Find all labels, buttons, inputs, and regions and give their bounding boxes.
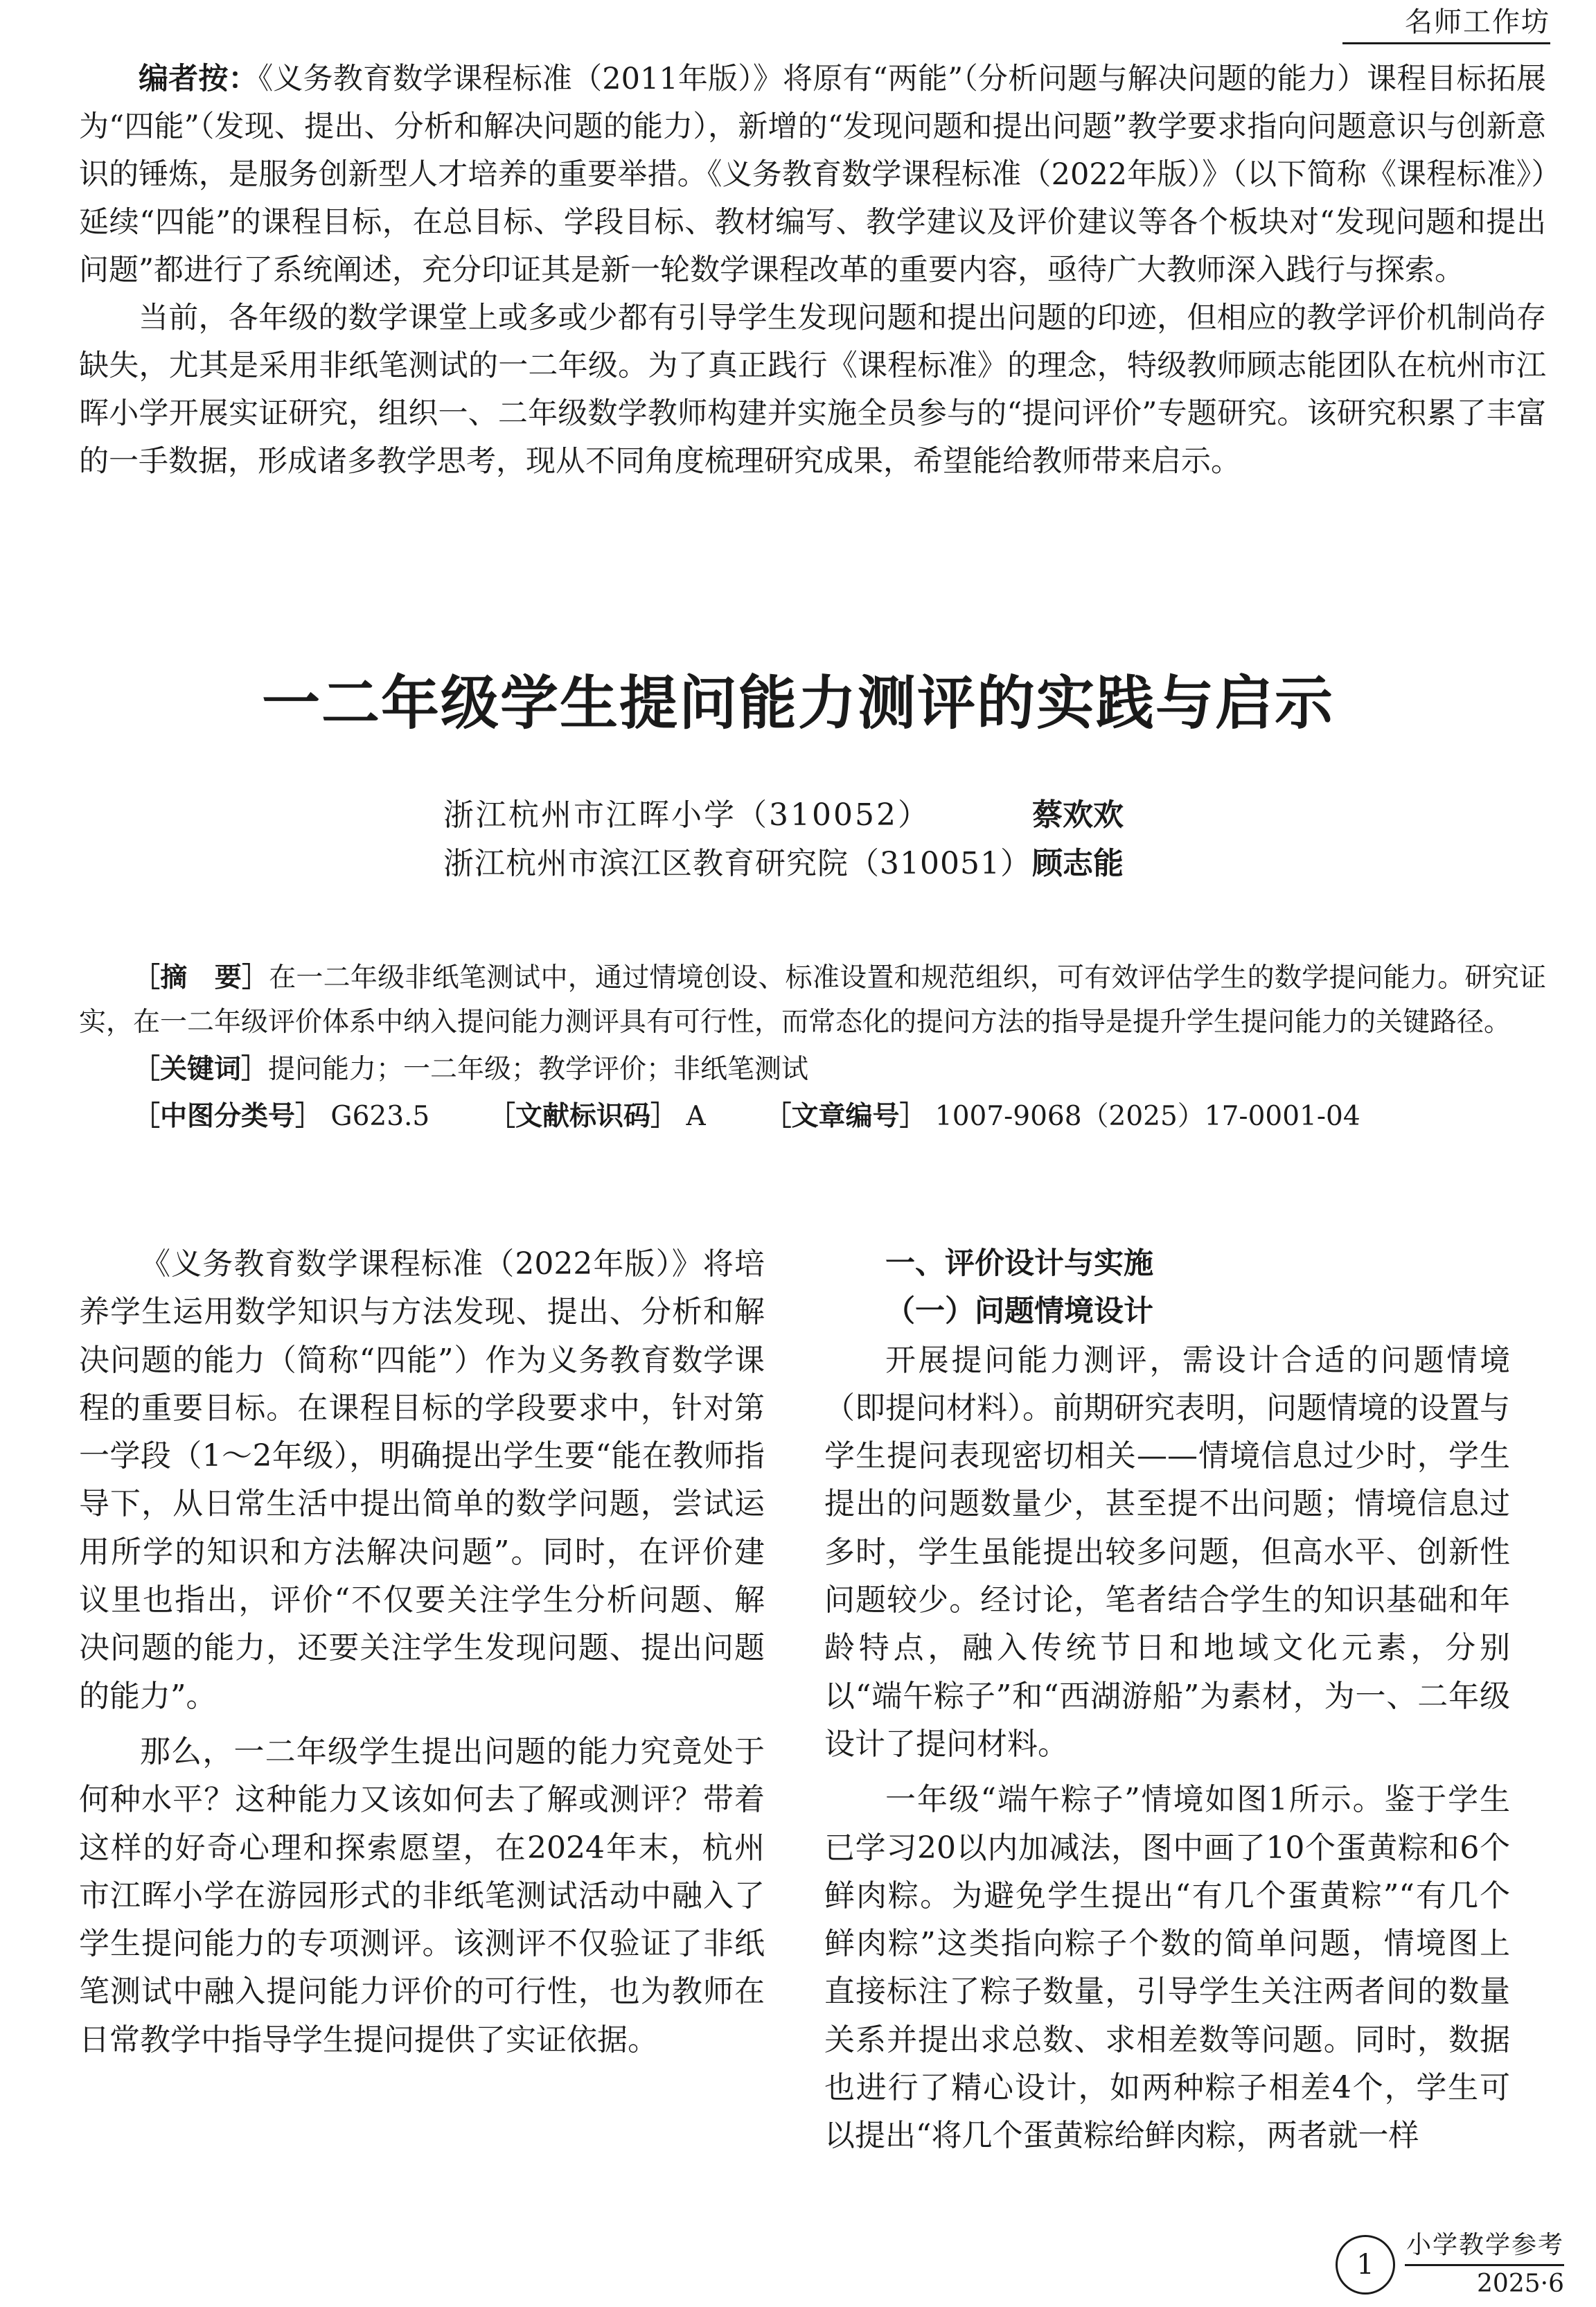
abstract-label: ［摘 要］ bbox=[133, 962, 269, 993]
abstract bbox=[79, 956, 1546, 1045]
section-tag: 名师工作坊 bbox=[1342, 0, 1550, 44]
journal-name: 小学教学参考 bbox=[1406, 2231, 1564, 2259]
editor-note-para-2: 当前，各年级的数学课堂上或多或少都有引导学生发现问题和提出问题的印迹，但相应的教学评价机制尚存缺失，尤其是采用非纸笔测试的一二年级。为了真正践行《课程标准》的理念，特级教师顾志能团队在杭州市江晖小学开展实证研究，组织一、二年级数学教师构建并实施全员参与的“提问评价”专题研究。该研究积累了丰富的一手数据，形成诸多教学思考，现从不同角度梳理研究成果，希望能给教师带来启示。 bbox=[79, 301, 1546, 479]
article-title: 一二年级学生提问能力测评的实践与启示 bbox=[261, 669, 1334, 737]
article-no-value: 1007-9068（2025）17-0001-04 bbox=[934, 1101, 1360, 1132]
body-paragraph: 《义务教育数学课程标准（2022年版）》将培养学生运用数学知识与方法发现、提出、分析和解决问题的能力（简称“四能”）作为义务教育数学课程的重要目标。在课程目标的学段要求中，针对第一学段（1～2年级），明确提出学生要“能在教师指导下，从日常生活中提出简单的数学问题，尝试运用所学的知识和方法解决问题”。同时，在评价建议里也指出，评价“不仅要关注学生分析问题、解决问题的能力，还要关注学生发现问题、提出问题的能力”。 bbox=[79, 1246, 765, 1714]
author-block bbox=[443, 791, 1275, 888]
abstract-block bbox=[79, 956, 1546, 1139]
author-line bbox=[443, 840, 1275, 888]
editor-note bbox=[79, 55, 1546, 486]
body-left-column bbox=[79, 1240, 765, 2064]
classification-line bbox=[79, 1095, 1546, 1139]
footer-rule bbox=[1405, 2264, 1564, 2266]
author-affiliation: 浙江杭州市滨江区教育研究院（310051） bbox=[443, 846, 1031, 881]
issue-date: 2025·6 bbox=[1477, 2270, 1564, 2298]
editor-note-label: 编者按： bbox=[139, 62, 258, 96]
editor-note-text-1: 《义务教育数学课程标准（2011年版）》将原有“两能”（分析问题与解决问题的能力）课程目标拓展为“四能”（发现、提出、分析和解决问题的能力），新增的“发现问题和提出问题”教学要求指向问题意识与创新意识的锤炼，是服务创新型人才培养的重要举措。《义务教育数学课程标准（2022年版）》（以下简称《课程标准》）延续“四能”的课程目标，在总目标、学段目标、教材编写、教学建议及评价建议等各个板块对“发现问题和提出问题”都进行了系统阐述，充分印证其是新一轮数学课程改革的重要内容，亟待广大教师深入践行与探索。 bbox=[79, 62, 1547, 288]
section-heading: 一、评价设计与实施 bbox=[885, 1246, 1153, 1281]
author-affiliation: 浙江杭州市江晖小学（310052） bbox=[443, 797, 930, 833]
keywords-label: ［关键词］ bbox=[133, 1054, 269, 1085]
author-line bbox=[443, 791, 1275, 840]
author-name: 顾志能 bbox=[1032, 846, 1124, 881]
author-name: 蔡欢欢 bbox=[1032, 797, 1124, 833]
clc-label: ［中图分类号］ bbox=[133, 1101, 323, 1132]
body-right-column bbox=[824, 1240, 1510, 2160]
doc-code-value: A bbox=[686, 1101, 706, 1132]
keywords-text: 提问能力；一二年级；教学评价；非纸笔测试 bbox=[268, 1054, 809, 1085]
page-footer bbox=[1336, 2229, 1564, 2299]
clc-value: G623.5 bbox=[330, 1101, 430, 1132]
body-paragraph: 开展提问能力测评，需设计合适的问题情境（即提问材料）。前期研究表明，问题情境的设置与学生提问表现密切相关——情境信息过少时，学生提出的问题数量少，甚至提不出问题；情境信息过多时，学生虽能提出较多问题，但高水平、创新性问题较少。经讨论，笔者结合学生的知识基础和年龄特点，融入传统节日和地域文化元素，分别以“端午粽子”和“西湖游船”为素材，为一、二年级设计了提问材料。 bbox=[824, 1342, 1510, 1762]
subsection-heading: （一）问题情境设计 bbox=[885, 1294, 1153, 1329]
abstract-text: 在一二年级非纸笔测试中，通过情境创设、标准设置和规范组织，可有效评估学生的数学提问能力。研究证实，在一二年级评价体系中纳入提问能力测评具有可行性，而常态化的提问方法的指导是提升学生提问能力的关键路径。 bbox=[79, 962, 1546, 1038]
page-number: 1 bbox=[1336, 2235, 1395, 2295]
article-no-label: ［文章编号］ bbox=[764, 1101, 927, 1132]
body-paragraph: 那么，一二年级学生提出问题的能力究竟处于何种水平？这种能力又该如何去了解或测评？带着这样的好奇心理和探索愿望，在2024年末，杭州市江晖小学在游园形式的非纸笔测试活动中融入了学生提问能力的专项测评。该测评不仅验证了非纸笔测试中融入提问能力评价的可行性，也为教师在日常教学中指导学生提问提供了实证依据。 bbox=[79, 1733, 765, 2058]
body-paragraph: 一年级“端午粽子”情境如图1所示。鉴于学生已学习20以内加减法，图中画了10个蛋黄粽和6个鲜肉粽。为避免学生提出“有几个蛋黄粽”“有几个鲜肉粽”这类指向粽子个数的简单问题，情境图上直接标注了粽子数量，引导学生关注两者间的数量关系并提出求总数、求相差数等问题。同时，数据也进行了精心设计，如两种粽子相差4个，学生可以提出“将几个蛋黄粽给鲜肉粽，两者就一样 bbox=[824, 1782, 1510, 2154]
keywords bbox=[79, 1048, 1546, 1092]
editor-note-para-1 bbox=[79, 55, 1546, 294]
doc-code-label: ［文献标识码］ bbox=[488, 1101, 678, 1132]
